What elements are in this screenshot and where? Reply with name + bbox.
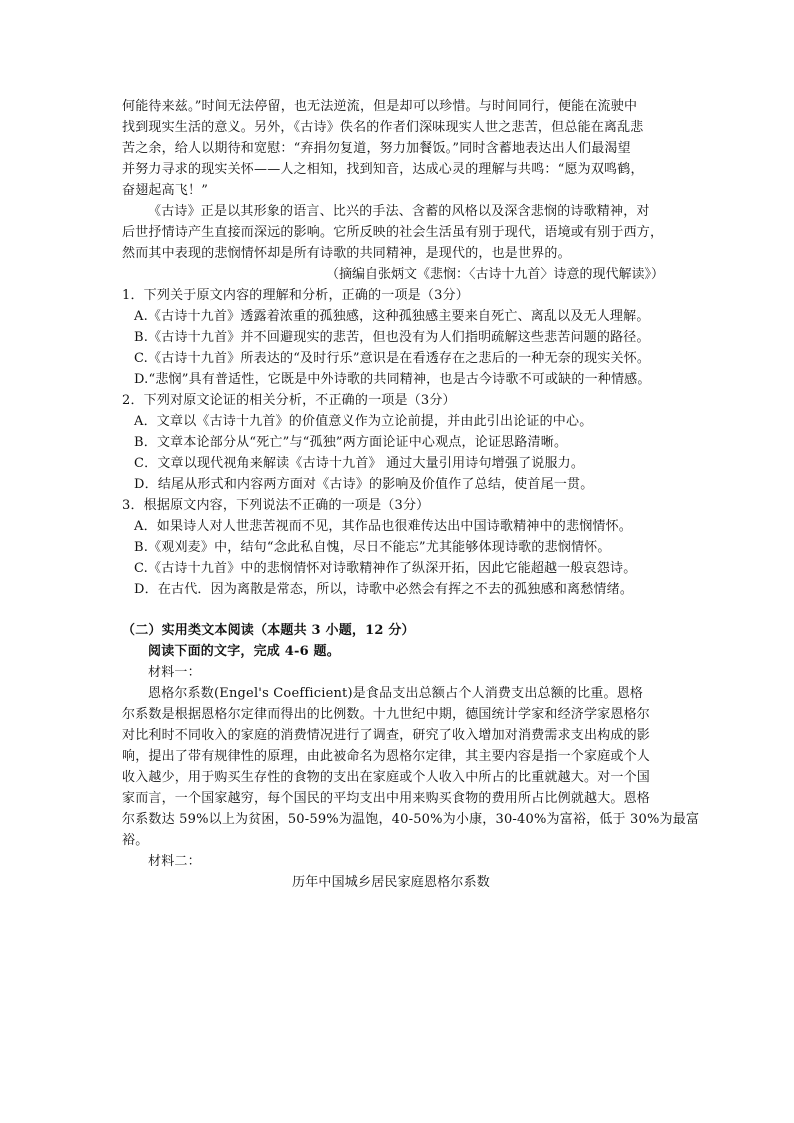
section-heading: （二）实用类文本阅读（本题共 3 小题，12 分） (122, 623, 415, 638)
passage-line: 找到现实生活的意义。另外，《古诗》佚名的作者们深味现实人世之悲苦，但总能在离乱悲 (122, 120, 644, 135)
material-2-title: 历年中国城乡居民家庭恩格尔系数 (292, 875, 491, 890)
question-2-option-b: B．文章本论部分从“死亡”与“孤独”两方面论证中心观点，论证思路清晰。 (134, 435, 568, 450)
material-1-label: 材料一： (148, 665, 201, 680)
question-2-option-c: C．文章以现代视角来解读《古诗十九首》 通过大量引用诗句增强了说服力。 (134, 456, 585, 471)
material-1-line: 尔系数是根据恩格尔定律而得出的比例数。十九世纪中期，德国统计学家和经济学家恩格尔 (122, 707, 651, 722)
question-3-option-b: B.《观刈麦》中，结句“念此私自愧，尽日不能忘”尤其能够体现诗歌的悲悯情怀。 (134, 540, 611, 555)
conclusion-line: 《古诗》正是以其形象的语言、比兴的手法、含蓄的风格以及深含悲悯的诗歌精神，对 (148, 204, 650, 219)
passage-line: 奋翅起高飞！” (122, 183, 209, 198)
question-2-option-a: A．文章以《古诗十九首》的价值意义作为立论前提，并由此引出论证的中心。 (134, 414, 593, 429)
question-3-option-c: C.《古诗十九首》中的悲悯情怀对诗歌精神作了纵深开拓，因此它能超越一般哀怨诗。 (134, 561, 637, 576)
question-2-stem: 2．下列对原文论证的相关分析，不正确的一项是（3分） (122, 393, 456, 408)
question-1-option-a: A.《古诗十九首》透露着浓重的孤独感，这种孤独感主要来自死亡、离乱以及无人理解。 (134, 309, 650, 324)
question-1-option-d: D.“悲悯”具有普适性，它既是中外诗歌的共同精神，也是古今诗歌不可或缺的一种情感。 (134, 372, 651, 387)
material-1-line: 恩格尔系数(Engel's Coefficient)是食品支出总额占个人消费支出总额的比重。恩格 (148, 686, 644, 701)
question-1-option-b: B.《古诗十九首》并不回避现实的悲苦，但也没有为人们指明疏解这些悲苦问题的路径。 (134, 330, 650, 345)
material-1-line: 裕。 (122, 833, 149, 848)
conclusion-line: 后世抒情诗产生直接而深远的影响。它所反映的社会生活虽有别于现代，语境或有别于西方， (122, 225, 664, 240)
material-1-line: 尔系数达 59%以上为贫困，50-59%为温饱，40-50%为小康，30-40%为富裕，低于 30%为最富 (122, 812, 700, 827)
citation: （摘编自张炳文《悲悯：〈古诗十九首〉诗意的现代解读》） (326, 267, 665, 282)
material-1-line: 家而言，一个国家越穷，每个国民的平均支出中用来购买食物的费用所占比例就越大。恩格 (122, 791, 651, 806)
question-3-stem: 3．根据原文内容，下列说法不正确的一项是（3分） (122, 498, 430, 513)
material-1-line: 响，提出了带有规律性的原理，由此被命名为恩格尔定律，其主要内容是指一个家庭或个人 (122, 749, 651, 764)
question-2-option-d: D．结尾从形式和内容两方面对《古诗》的影响及价值作了总结，使首尾一贯。 (134, 477, 594, 492)
material-1-line: 收入越少，用于购买生存性的食物的支出在家庭或个人收入中所占的比重就越大。对一个国 (122, 770, 651, 785)
question-1-option-c: C.《古诗十九首》所表达的“及时行乐”意识是在看透存在之悲后的一种无奈的现实关怀。 (134, 351, 651, 366)
passage-line: 并努力寻求的现实关怀——人之相知，找到知音，达成心灵的理解与共鸣：“愿为双鸣鹤， (122, 162, 644, 177)
passage-line: 何能待来兹。”时间无法停留，也无法逆流，但是却可以珍惜。与时间同行，便能在流驶中 (122, 99, 638, 114)
material-1-line: 对比利时不同收入的家庭的消费情况进行了调查，研究了收入增加对消费需求支出构成的影 (122, 728, 651, 743)
passage-line: 苦之余，给人以期待和宽慰：“弃捐勿复道，努力加餐饭。”同时含蓄地表达出人们最渴望 (122, 141, 631, 156)
material-2-label: 材料二： (148, 854, 201, 869)
conclusion-line: 然而其中表现的悲悯情怀却是所有诗歌的共同精神，是现代的，也是世界的。 (122, 246, 571, 261)
question-3-option-d: D．在古代．因为离散是常态，所以，诗歌中必然会有挥之不去的孤独感和离愁情绪。 (134, 582, 634, 597)
question-3-option-a: A．如果诗人对人世悲苦视而不见，其作品也很难传达出中国诗歌精神中的悲悯情怀。 (134, 519, 632, 534)
question-1-stem: 1．下列关于原文内容的理解和分析，正确的一项是（3分） (122, 288, 469, 303)
section-instruction: 阅读下面的文字，完成 4-6 题。 (148, 644, 340, 659)
